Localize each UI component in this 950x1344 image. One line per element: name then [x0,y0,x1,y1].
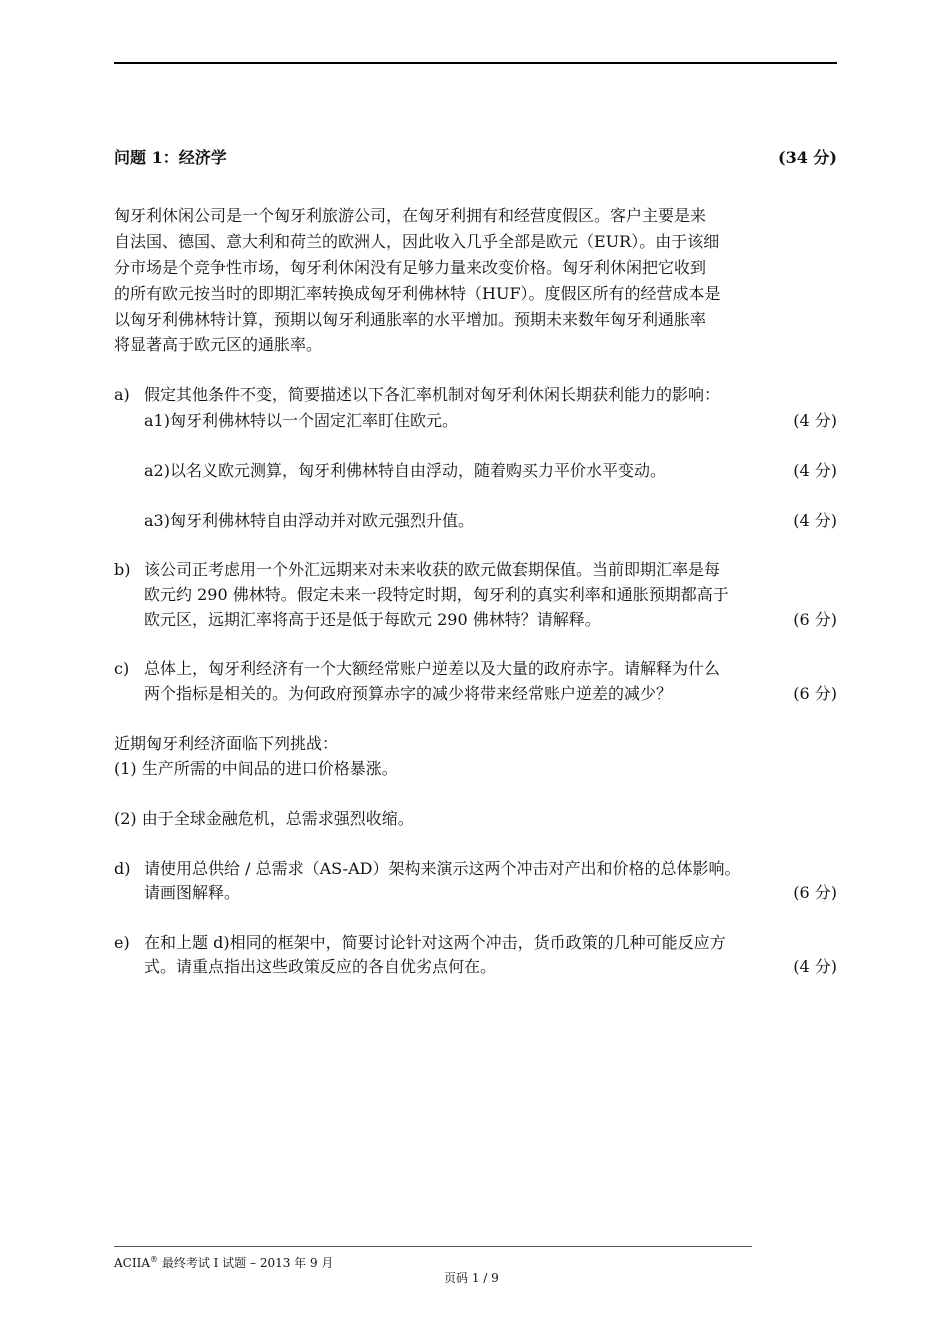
part-c-line: 总体上，匈牙利经济有一个大额经常账户逆差以及大量的政府赤字。请解释为什么 [144,659,721,678]
footer-brand: ACIIA [114,1256,150,1270]
challenges-heading: 近期匈牙利经济面临下列挑战： [114,734,339,753]
page-number: 页码 1 / 9 [444,1271,499,1285]
part-b-line: 欧元区，远期汇率将高于还是低于每欧元 290 佛林特？请解释。 [144,610,601,629]
challenge-item: (1) 生产所需的中间品的进口价格暴涨。 [114,759,398,778]
intro-line: 分市场是个竞争性市场，匈牙利休闲没有足够力量来改变价格。匈牙利休闲把它收到 [114,258,707,277]
registered-mark: ® [150,1255,158,1264]
part-d-line: 请画图解释。 [144,883,241,902]
part-a3-text: a3)匈牙利佛林特自由浮动并对欧元强烈升值。 [144,511,474,530]
part-c-label: c) [114,659,130,678]
part-a-label: a) [114,385,130,404]
intro-line: 的所有欧元按当时的即期汇率转换成匈牙利佛林特（HUF）。度假区所有的经营成本是 [114,284,721,303]
part-a2-text: a2)以名义欧元测算，匈牙利佛林特自由浮动，随着购买力平价水平变动。 [144,461,666,480]
part-b-line: 该公司正考虑用一个外汇远期来对未来收获的欧元做套期保值。当前即期汇率是每 [144,560,721,579]
challenge-item: (2) 由于全球金融危机，总需求强烈收缩。 [114,809,414,828]
part-d-points: (6 分) [793,883,837,902]
intro-line: 以匈牙利佛林特计算，预期以匈牙利通胀率的水平增加。预期未来数年匈牙利通胀率 [114,310,707,329]
footer-exam-text: 最终考试 I 试题 – 2013 年 9 月 [158,1256,334,1270]
part-b-points: (6 分) [793,610,837,629]
part-b-line: 欧元约 290 佛林特。假定未来一段特定时期，匈牙利的真实利率和通胀预期都高于 [144,585,729,604]
question-points: (34 分) [778,148,837,167]
part-a1-text: a1)匈牙利佛林特以一个固定汇率盯住欧元。 [144,411,458,430]
part-e-points: (4 分) [793,957,837,976]
part-c-points: (6 分) [793,684,837,703]
part-d-line: 请使用总供给 / 总需求（AS-AD）架构来演示这两个冲击对产出和价格的总体影响。 [144,859,741,878]
footer-exam-info [114,1252,333,1271]
question-title: 问题 1：经济学 [114,148,227,167]
part-a3-points: (4 分) [793,511,837,530]
part-a2-points: (4 分) [793,461,837,480]
part-e-line: 在和上题 d)相同的框架中，简要讨论针对这两个冲击，货币政策的几种可能反应方 [144,933,726,952]
footer-rule [114,1246,752,1247]
intro-line: 将显著高于欧元区的通胀率。 [114,335,323,354]
part-d-label: d) [114,859,131,878]
part-a1-points: (4 分) [793,411,837,430]
part-e-line: 式。请重点指出这些政策反应的各自优劣点何在。 [144,957,497,976]
intro-line: 自法国、德国、意大利和荷兰的欧洲人，因此收入几乎全部是欧元（EUR）。由于该细 [114,232,720,251]
part-e-label: e) [114,933,130,952]
header-rule [114,62,837,64]
part-a-text: 假定其他条件不变，简要描述以下各汇率机制对匈牙利休闲长期获利能力的影响： [144,385,721,404]
intro-line: 匈牙利休闲公司是一个匈牙利旅游公司，在匈牙利拥有和经营度假区。客户主要是来 [114,206,707,225]
part-c-line: 两个指标是相关的。为何政府预算赤字的减少将带来经常账户逆差的减少？ [144,684,673,703]
part-b-label: b) [114,560,131,579]
